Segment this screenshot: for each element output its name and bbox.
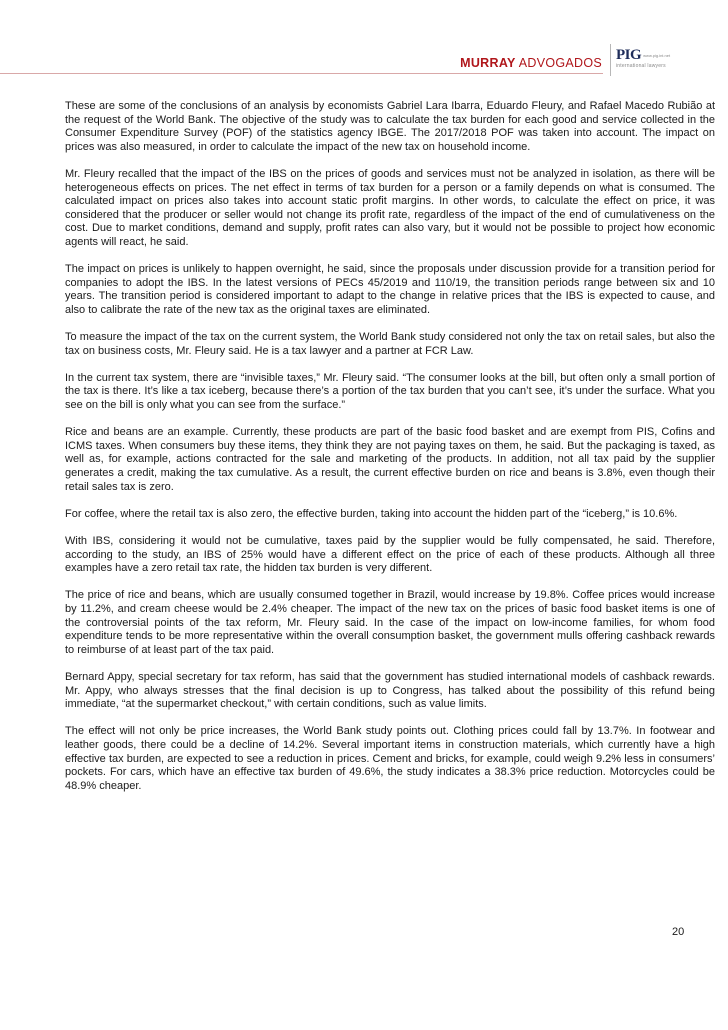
brand-name-bold: MURRAY <box>460 56 516 70</box>
paragraph: The price of rice and beans, which are usually consumed together in Brazil, would increase by 19.8%. Coffee prices would increase by 11.2%, and cream cheese would be 2.4% cheaper. The impact of the new tax on the prices of basic food basket items is one of the controversial points of the tax reform, Mr. Fleury said. In the case of the impact on low-income families, for whom food expenditure tends to be more representative within the overall consumption basket, the government mulls offering cashback rewards to reimburse of at least part of the tax paid. <box>65 589 715 656</box>
pig-logo <box>616 46 670 69</box>
paragraph: In the current tax system, there are “invisible taxes,” Mr. Fleury said. “The consumer looks at the bill, but often only a small portion of the tax is there. It’s like a tax iceberg, because there’s a portion of the tax burden that you can’t see, it’s under the surface. What you see on the bill is only what you can see from the surface.” <box>65 371 715 412</box>
header-rule <box>0 73 603 74</box>
pig-logo-subtitle: international lawyers <box>616 63 666 69</box>
paragraph: The impact on prices is unlikely to happen overnight, he said, since the proposals under discussion provide for a transition period for companies to adopt the IBS. In the latest versions of PECs 45/2019 and 110/19, the transition periods range between six and 10 years. The transition period is considered important to adapt to the change in relative prices that the IBS is expected to cause, and also to calibrate the rate of the new tax as the original taxes are eliminated. <box>65 263 715 316</box>
paragraph: To measure the impact of the tax on the current system, the World Bank study considered not only the tax on retail sales, but also the tax on business costs, Mr. Fleury said. He is a tax lawyer and a partner at FCR Law. <box>65 331 715 357</box>
page-number: 20 <box>672 926 685 938</box>
logo-divider <box>610 44 611 76</box>
pig-logo-url: www.pig.int.net <box>643 52 671 58</box>
paragraph: With IBS, considering it would not be cumulative, taxes paid by the supplier would be fully compensated, he said. Therefore, according to the study, an IBS of 25% would have a different effect on the price of each of these products. Although all three examples have a zero retail tax rate, the hidden tax burden is very different. <box>65 535 715 575</box>
pig-logo-mark: PIG <box>616 47 642 63</box>
brand-name-light: ADVOGADOS <box>515 56 602 70</box>
paragraph: These are some of the conclusions of an analysis by economists Gabriel Lara Ibarra, Eduardo Fleury, and Rafael Macedo Rubião at the request of the World Bank. The objective of the study was to calculate the tax burden for each good and service collected in the Consumer Expenditure Survey (POF) of the statistics agency IBGE. The 2017/2018 POF was taken into account. The impact on prices was also measured, in order to calculate the impact of the new tax on household income. <box>65 100 715 153</box>
paragraph: Rice and beans are an example. Currently, these products are part of the basic food basket and are exempt from PIS, Cofins and ICMS taxes. When consumers buy these items, they think they are not paying taxes on them, he said. But the packaging is taxed, as well as, for example, actions contracted for the sale and marketing of the products. In addition, not all tax paid by the supplier generates a credit, making the tax cumulative. As a result, the current effective burden on rice and beans is 3.8%, even though their retail sales tax is zero. <box>65 426 715 493</box>
paragraph: Mr. Fleury recalled that the impact of the IBS on the prices of goods and services must not be analyzed in isolation, as there will be heterogeneous effects on prices. The net effect in terms of tax burden for a person or a family depends on what is consumed. The calculated impact on prices also takes into account static profit margins. In other words, to calculate the effect on price, it was considered that the producer or seller would not change its profit rate, regardless of the impact of the end of cumulativeness on the cost. Due to market conditions, demand and supply, profit rates can also vary, but it would not be possible to project how economic agents will react, he said. <box>65 167 715 248</box>
murray-advogados-logo <box>460 56 602 70</box>
paragraph: The effect will not only be price increases, the World Bank study points out. Clothing prices could fall by 13.7%. In footwear and leather goods, there could be a decline of 14.2%. Several important items in construction materials, which currently have a high effective tax burden, are expected to see a reduction in prices. Cement and bricks, for example, could weigh 9.2% less in consumers’ pockets. For cars, which have an effective tax burden of 49.6%, the study indicates a 38.3% price reduction. Motorcycles could be 48.9% cheaper. <box>65 725 715 792</box>
paragraph: For coffee, where the retail tax is also zero, the effective burden, taking into account the hidden part of the “iceberg,” is 10.6%. <box>65 507 678 520</box>
page-header <box>0 40 728 80</box>
paragraph: Bernard Appy, special secretary for tax reform, has said that the government has studied international models of cashback rewards. Mr. Appy, who always stresses that the final decision is up to Congress, has talked about the possibility of this refund being immediate, “at the supermarket checkout,” with certain conditions, such as value limits. <box>65 670 715 711</box>
article-body <box>65 100 715 807</box>
